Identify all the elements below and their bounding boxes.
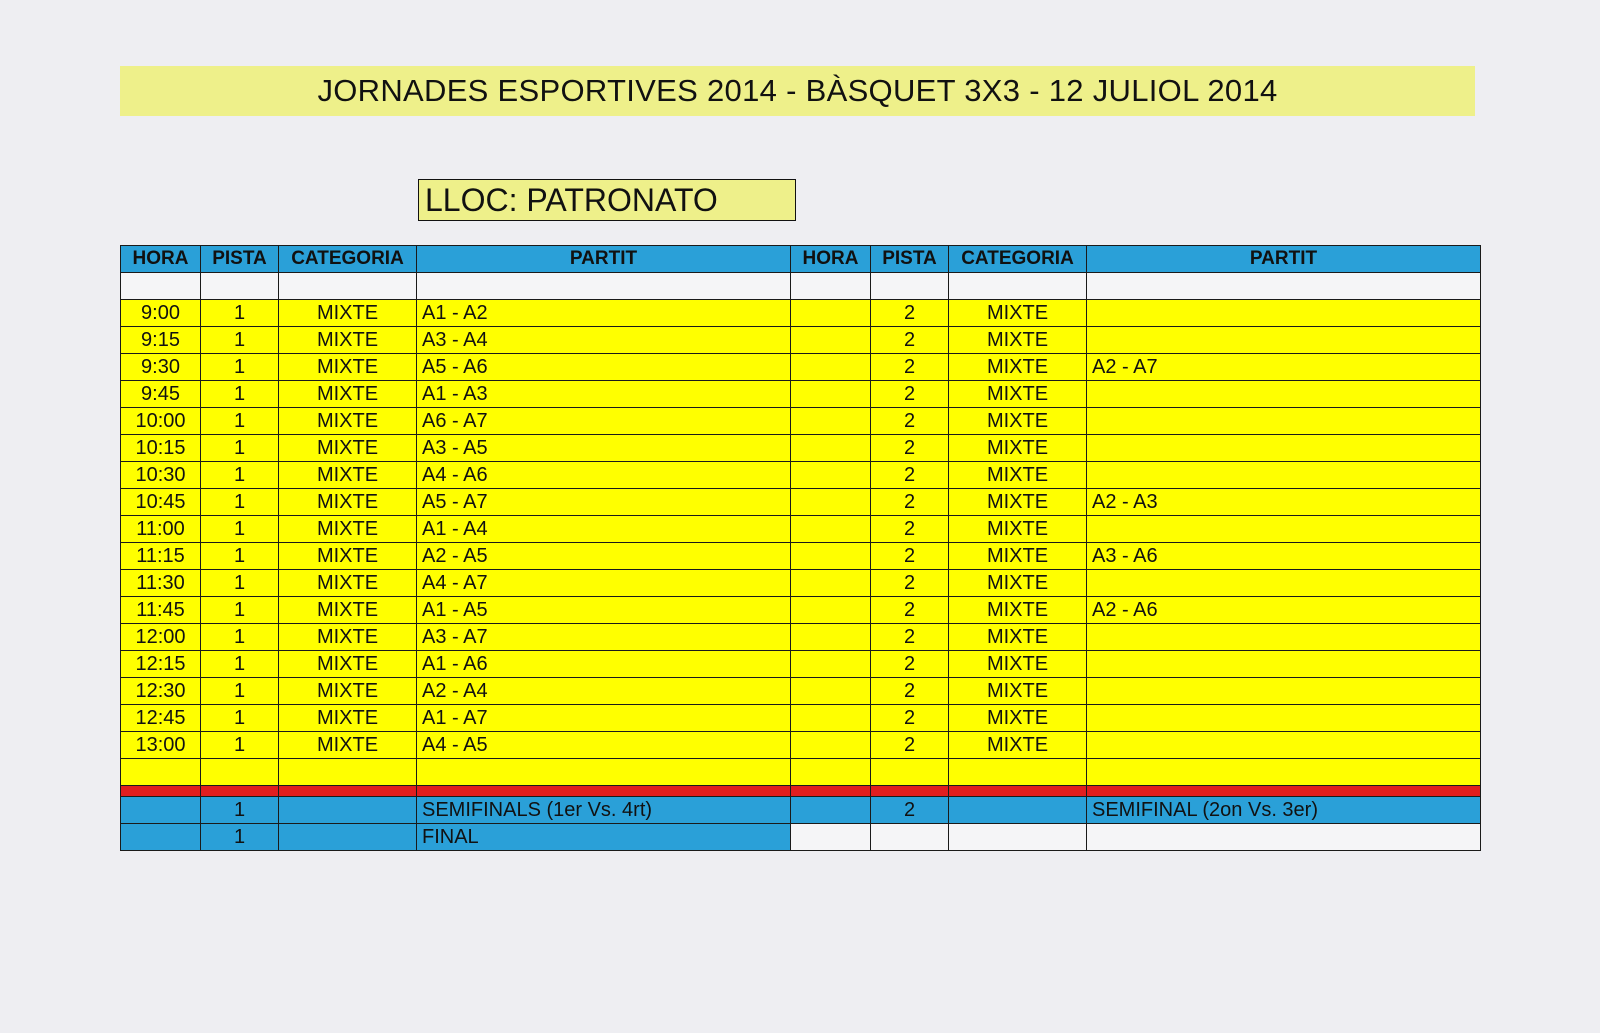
hora-cell: 12:15 <box>121 651 201 678</box>
partit-cell: A3 - A5 <box>417 435 791 462</box>
pista-2-cell: 2 <box>871 624 949 651</box>
pista-cell: 1 <box>201 435 279 462</box>
hora-cell <box>121 824 201 851</box>
hora-cell <box>121 797 201 824</box>
categoria-2-cell: MIXTE <box>949 570 1087 597</box>
pista-cell: 1 <box>201 327 279 354</box>
partit-cell: SEMIFINALS (1er Vs. 4rt) <box>417 797 791 824</box>
pista-cell: 1 <box>201 408 279 435</box>
categoria-2-cell: MIXTE <box>949 462 1087 489</box>
hora-cell: 10:00 <box>121 408 201 435</box>
blank-cell <box>279 273 417 300</box>
empty-cell <box>121 759 201 786</box>
hora-2-cell <box>791 381 871 408</box>
pista-cell: 1 <box>201 570 279 597</box>
partit-cell: A5 - A7 <box>417 489 791 516</box>
header-hora-2: HORA <box>791 246 871 273</box>
categoria-2-cell: MIXTE <box>949 543 1087 570</box>
blank-cell <box>791 273 871 300</box>
location-box <box>418 179 796 221</box>
partit-2-cell: A2 - A6 <box>1087 597 1481 624</box>
pista-2-cell: 2 <box>871 570 949 597</box>
blank-cell <box>121 273 201 300</box>
categoria-cell: MIXTE <box>279 543 417 570</box>
pista-2-cell: 2 <box>871 300 949 327</box>
partit-2-cell: SEMIFINAL (2on Vs. 3er) <box>1087 797 1481 824</box>
pista-cell: 1 <box>201 624 279 651</box>
header-partit-2: PARTIT <box>1087 246 1481 273</box>
header-row <box>121 246 1481 273</box>
hora-cell: 9:30 <box>121 354 201 381</box>
empty-row <box>121 759 1481 786</box>
hora-2-cell <box>791 489 871 516</box>
pista-cell: 1 <box>201 462 279 489</box>
pista-2-cell: 2 <box>871 705 949 732</box>
table-row <box>121 300 1481 327</box>
categoria-cell: MIXTE <box>279 327 417 354</box>
table-row <box>121 462 1481 489</box>
categoria-2-cell: MIXTE <box>949 597 1087 624</box>
partit-cell: A3 - A7 <box>417 624 791 651</box>
partit-2-cell <box>1087 570 1481 597</box>
pista-2-cell: 2 <box>871 732 949 759</box>
categoria-cell: MIXTE <box>279 489 417 516</box>
pista-2-cell: 2 <box>871 327 949 354</box>
categoria-cell <box>279 824 417 851</box>
empty-cell <box>1087 759 1481 786</box>
hora-2-cell <box>791 570 871 597</box>
page-title <box>120 66 1475 116</box>
table-row <box>121 624 1481 651</box>
table-row <box>121 381 1481 408</box>
categoria-cell: MIXTE <box>279 624 417 651</box>
pista-cell: 1 <box>201 597 279 624</box>
table-row <box>121 327 1481 354</box>
pista-2-cell: 2 <box>871 597 949 624</box>
separator-cell <box>791 786 871 797</box>
partit-cell: A1 - A4 <box>417 516 791 543</box>
partit-cell: A4 - A6 <box>417 462 791 489</box>
categoria-cell: MIXTE <box>279 354 417 381</box>
categoria-cell: MIXTE <box>279 300 417 327</box>
hora-cell: 11:15 <box>121 543 201 570</box>
partit-2-cell: A3 - A6 <box>1087 543 1481 570</box>
pista-2-cell: 2 <box>871 489 949 516</box>
header-pista-2: PISTA <box>871 246 949 273</box>
pista-cell: 1 <box>201 489 279 516</box>
categoria-cell: MIXTE <box>279 408 417 435</box>
partit-2-cell <box>1087 300 1481 327</box>
hora-2-cell <box>791 597 871 624</box>
partit-cell: A1 - A2 <box>417 300 791 327</box>
blank-row <box>121 273 1481 300</box>
hora-2-cell <box>791 678 871 705</box>
categoria-2-cell: MIXTE <box>949 489 1087 516</box>
pista-cell: 1 <box>201 300 279 327</box>
schedule-table <box>120 245 1481 851</box>
schedule-body <box>121 273 1481 851</box>
pista-2-cell: 2 <box>871 435 949 462</box>
partit-cell: A5 - A6 <box>417 354 791 381</box>
categoria-2-cell: MIXTE <box>949 732 1087 759</box>
categoria-2-cell: MIXTE <box>949 381 1087 408</box>
blank-cell <box>417 273 791 300</box>
hora-cell: 10:30 <box>121 462 201 489</box>
empty-cell <box>791 759 871 786</box>
blank-cell <box>1087 273 1481 300</box>
empty-cell <box>417 759 791 786</box>
partit-2-cell <box>1087 705 1481 732</box>
categoria-cell: MIXTE <box>279 732 417 759</box>
categoria-2-cell: MIXTE <box>949 678 1087 705</box>
hora-2-cell <box>791 543 871 570</box>
table-row <box>121 570 1481 597</box>
hora-2-cell <box>791 408 871 435</box>
partit-2-cell <box>1087 381 1481 408</box>
categoria-cell: MIXTE <box>279 462 417 489</box>
hora-cell: 9:00 <box>121 300 201 327</box>
pista-cell: 1 <box>201 678 279 705</box>
table-row <box>121 597 1481 624</box>
hora-2-cell <box>791 354 871 381</box>
table-row <box>121 705 1481 732</box>
separator-cell <box>1087 786 1481 797</box>
pista-2-cell: 2 <box>871 462 949 489</box>
partit-cell: A1 - A6 <box>417 651 791 678</box>
partit-cell: A1 - A7 <box>417 705 791 732</box>
categoria-cell: MIXTE <box>279 570 417 597</box>
blank-cell <box>871 273 949 300</box>
partit-cell: A2 - A4 <box>417 678 791 705</box>
categoria-cell: MIXTE <box>279 705 417 732</box>
categoria-2-cell: MIXTE <box>949 408 1087 435</box>
hora-2-cell <box>791 300 871 327</box>
hora-2-cell <box>791 651 871 678</box>
empty-cell <box>871 759 949 786</box>
semifinals-row <box>121 797 1481 824</box>
blank-cell <box>949 273 1087 300</box>
pista-cell: 1 <box>201 824 279 851</box>
categoria-cell: MIXTE <box>279 597 417 624</box>
partit-2-cell <box>1087 824 1481 851</box>
pista-2-cell: 2 <box>871 516 949 543</box>
partit-cell: A1 - A5 <box>417 597 791 624</box>
pista-2-cell: 2 <box>871 678 949 705</box>
partit-cell: A4 - A5 <box>417 732 791 759</box>
table-row <box>121 435 1481 462</box>
partit-cell: A2 - A5 <box>417 543 791 570</box>
hora-cell: 12:00 <box>121 624 201 651</box>
partit-2-cell <box>1087 408 1481 435</box>
categoria-2-cell: MIXTE <box>949 300 1087 327</box>
separator-cell <box>417 786 791 797</box>
partit-cell: A4 - A7 <box>417 570 791 597</box>
empty-cell <box>201 759 279 786</box>
hora-2-cell <box>791 435 871 462</box>
categoria-cell: MIXTE <box>279 516 417 543</box>
hora-cell: 10:15 <box>121 435 201 462</box>
hora-2-cell <box>791 516 871 543</box>
table-row <box>121 651 1481 678</box>
partit-2-cell <box>1087 651 1481 678</box>
pista-2-cell: 2 <box>871 354 949 381</box>
pista-cell: 1 <box>201 732 279 759</box>
table-row <box>121 543 1481 570</box>
table-row <box>121 732 1481 759</box>
partit-2-cell <box>1087 462 1481 489</box>
hora-cell: 13:00 <box>121 732 201 759</box>
hora-2-cell <box>791 732 871 759</box>
partit-2-cell <box>1087 435 1481 462</box>
pista-cell: 1 <box>201 651 279 678</box>
hora-2-cell <box>791 705 871 732</box>
partit-2-cell: A2 - A3 <box>1087 489 1481 516</box>
partit-2-cell <box>1087 516 1481 543</box>
hora-cell: 11:00 <box>121 516 201 543</box>
partit-cell: FINAL <box>417 824 791 851</box>
categoria-cell: MIXTE <box>279 381 417 408</box>
categoria-cell: MIXTE <box>279 435 417 462</box>
pista-cell: 1 <box>201 543 279 570</box>
header-categoria: CATEGORIA <box>279 246 417 273</box>
header-categoria-2: CATEGORIA <box>949 246 1087 273</box>
hora-cell: 10:45 <box>121 489 201 516</box>
partit-2-cell <box>1087 732 1481 759</box>
categoria-2-cell: MIXTE <box>949 354 1087 381</box>
categoria-2-cell <box>949 797 1087 824</box>
hora-cell: 11:45 <box>121 597 201 624</box>
hora-2-cell <box>791 327 871 354</box>
hora-2-cell <box>791 624 871 651</box>
partit-cell: A3 - A4 <box>417 327 791 354</box>
categoria-cell <box>279 797 417 824</box>
categoria-cell: MIXTE <box>279 651 417 678</box>
pista-2-cell: 2 <box>871 543 949 570</box>
separator-cell <box>201 786 279 797</box>
separator-cell <box>279 786 417 797</box>
empty-cell <box>949 759 1087 786</box>
pista-2-cell: 2 <box>871 381 949 408</box>
partit-2-cell <box>1087 327 1481 354</box>
partit-2-cell <box>1087 678 1481 705</box>
header-hora: HORA <box>121 246 201 273</box>
table-row <box>121 489 1481 516</box>
table-row <box>121 408 1481 435</box>
hora-cell: 11:30 <box>121 570 201 597</box>
separator-cell <box>121 786 201 797</box>
pista-cell: 1 <box>201 705 279 732</box>
table-row <box>121 354 1481 381</box>
categoria-2-cell: MIXTE <box>949 651 1087 678</box>
pista-2-cell: 2 <box>871 651 949 678</box>
categoria-2-cell: MIXTE <box>949 516 1087 543</box>
categoria-2-cell: MIXTE <box>949 435 1087 462</box>
partit-2-cell: A2 - A7 <box>1087 354 1481 381</box>
empty-cell <box>279 759 417 786</box>
table-row <box>121 516 1481 543</box>
categoria-2-cell: MIXTE <box>949 327 1087 354</box>
hora-cell: 9:15 <box>121 327 201 354</box>
separator-cell <box>949 786 1087 797</box>
hora-cell: 12:45 <box>121 705 201 732</box>
hora-2-cell <box>791 824 871 851</box>
pista-2-cell <box>871 824 949 851</box>
partit-cell: A6 - A7 <box>417 408 791 435</box>
pista-cell: 1 <box>201 381 279 408</box>
header-partit: PARTIT <box>417 246 791 273</box>
final-row <box>121 824 1481 851</box>
categoria-cell: MIXTE <box>279 678 417 705</box>
categoria-2-cell: MIXTE <box>949 624 1087 651</box>
separator-row <box>121 786 1481 797</box>
hora-cell: 9:45 <box>121 381 201 408</box>
header-pista: PISTA <box>201 246 279 273</box>
pista-2-cell: 2 <box>871 408 949 435</box>
table-row <box>121 678 1481 705</box>
pista-cell: 1 <box>201 516 279 543</box>
partit-cell: A1 - A3 <box>417 381 791 408</box>
pista-cell: 1 <box>201 354 279 381</box>
location-text: LLOC: PATRONATO <box>425 181 718 218</box>
categoria-2-cell: MIXTE <box>949 705 1087 732</box>
hora-2-cell <box>791 462 871 489</box>
pista-2-cell: 2 <box>871 797 949 824</box>
pista-cell: 1 <box>201 797 279 824</box>
categoria-2-cell <box>949 824 1087 851</box>
hora-2-cell <box>791 797 871 824</box>
hora-cell: 12:30 <box>121 678 201 705</box>
title-text: JORNADES ESPORTIVES 2014 - BÀSQUET 3X3 - 12 JULIOL 2014 <box>317 73 1278 108</box>
partit-2-cell <box>1087 624 1481 651</box>
blank-cell <box>201 273 279 300</box>
separator-cell <box>871 786 949 797</box>
